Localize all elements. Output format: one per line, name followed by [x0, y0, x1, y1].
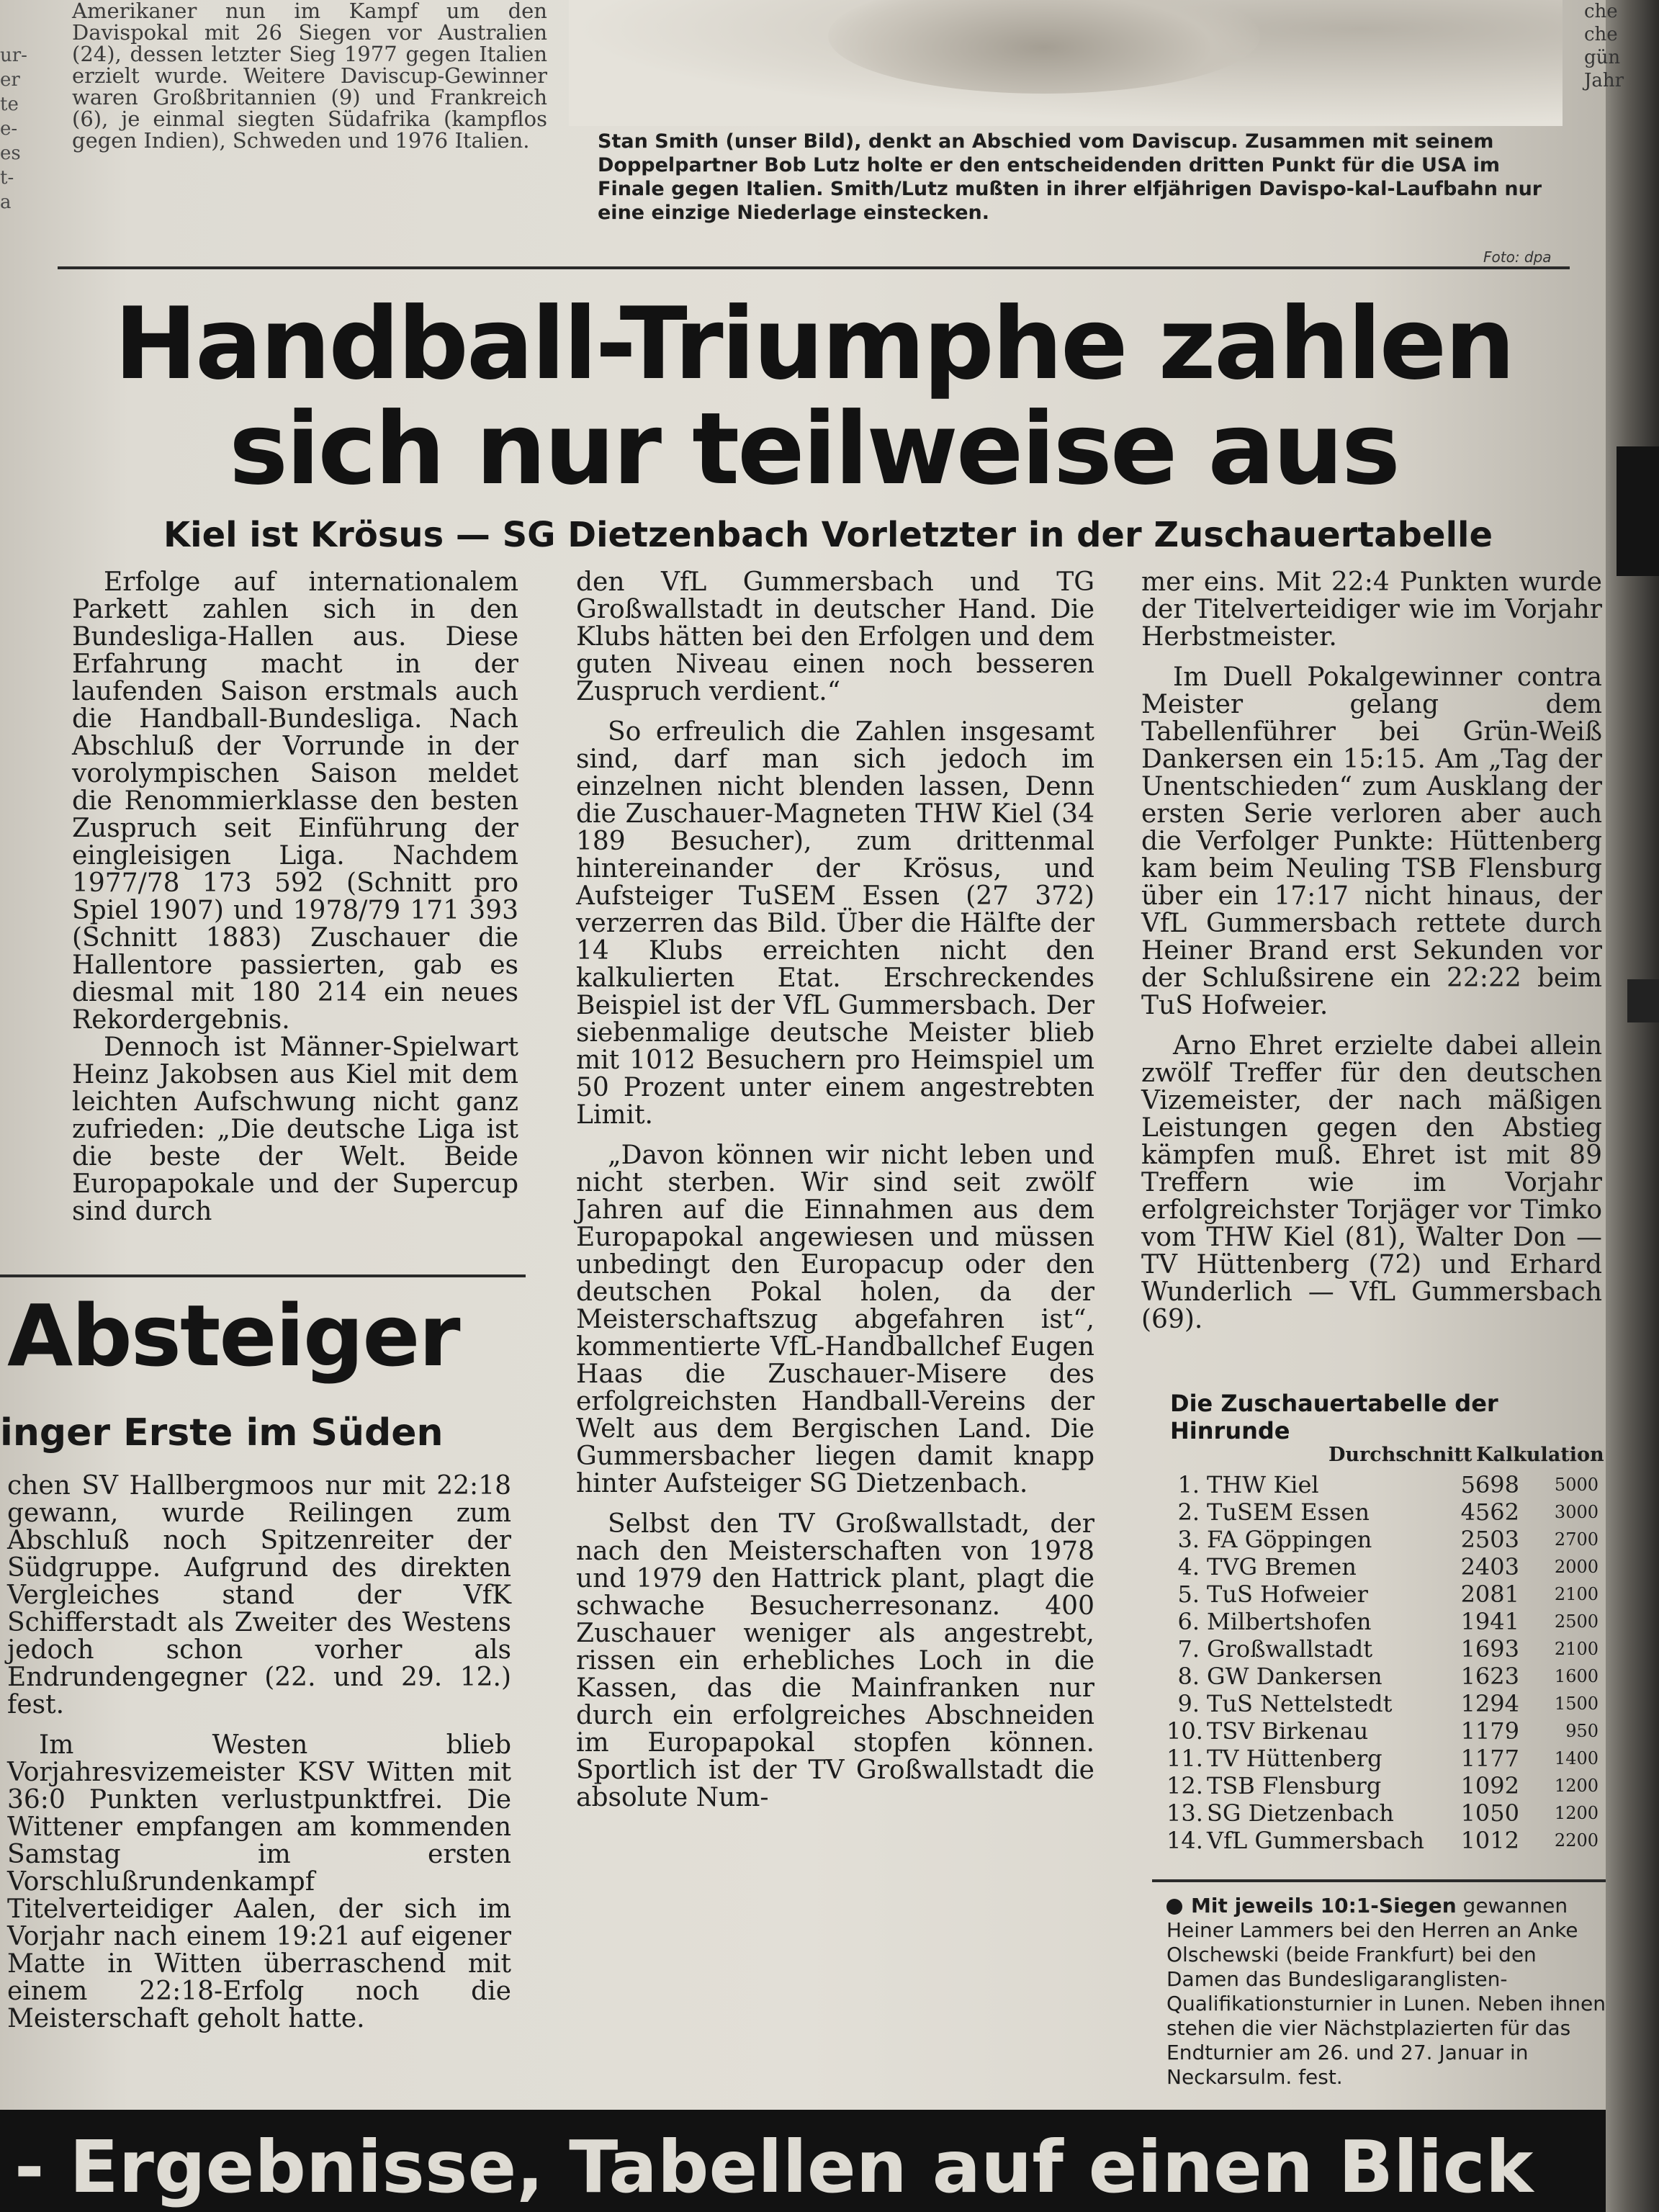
- table-cell-avg: 1092: [1460, 1772, 1519, 1799]
- absteiger-headline: Absteiger: [7, 1286, 459, 1385]
- table-row: [1166, 1635, 1606, 1663]
- photo-subject-shape: [828, 0, 1260, 94]
- table-cell-calc: 1600: [1554, 1666, 1599, 1686]
- table-cell-rank: 3.: [1177, 1526, 1200, 1553]
- table-cell-club: Milbertshofen: [1207, 1608, 1372, 1635]
- table-cell-rank: 9.: [1177, 1690, 1200, 1717]
- davis-cup-text-fragment: Amerikaner nun im Kampf um den Davispokal mit 26 Siegen vor Australien (24), dessen letzter Sieg 1977 gegen Italien erzielt wurde. Weitere Daviscup-Gewinner waren Großbritannien (9) und Frankreich (6), je einmal siegten Südafrika (kampflos gegen Indien), Schweden und 1976 Italien.: [72, 0, 547, 153]
- table-cell-avg: 5698: [1460, 1471, 1519, 1498]
- table-cell-club: THW Kiel: [1207, 1471, 1319, 1498]
- table-row: [1166, 1553, 1606, 1581]
- table-cell-rank: 11.: [1166, 1745, 1203, 1772]
- table-cell-rank: 13.: [1166, 1799, 1203, 1827]
- table-row: [1166, 1608, 1606, 1635]
- adjacent-page-block: [1617, 446, 1659, 576]
- article-paragraph: „Davon können wir nicht leben und nicht sterben. Wir sind seit zwölf Jahren auf die Einnahmen aus dem Europapokal angewiesen und müssen unbedingt den Europacup oder den deutschen Pokal holen, da der Meisterschaftszug abgefahren ist“, kommentierte VfL-Handballchef Eugen Haas die Zuschauer-Misere des erfolgreichsten Handball-Vereins der Welt aus dem Bergischen Land. Die Gummersbacher liegen damit knapp hinter Aufsteiger SG Dietzenbach.: [576, 1141, 1094, 1498]
- table-cell-rank: 10.: [1166, 1717, 1203, 1745]
- table-cell-avg: 2403: [1460, 1553, 1519, 1581]
- table-cell-avg: 1294: [1460, 1690, 1519, 1717]
- table-cell-rank: 14.: [1166, 1827, 1203, 1854]
- bullet-icon: [1166, 1899, 1182, 1915]
- table-cell-rank: 7.: [1177, 1635, 1200, 1663]
- table-cell-calc: 950: [1565, 1721, 1599, 1741]
- table-cell-club: GW Dankersen: [1207, 1663, 1382, 1690]
- table-cell-avg: 1177: [1460, 1745, 1519, 1772]
- table-row: [1166, 1498, 1606, 1526]
- table-row: [1166, 1772, 1606, 1799]
- article-paragraph: Dennoch ist Männer-Spielwart Heinz Jakobsen aus Kiel mit dem leichten Aufschwung nicht ganz zufrieden: „Die deutsche Liga ist die beste der Welt. Beide Europapokale und der Supercup sind durch: [72, 1033, 518, 1226]
- article-paragraph: Selbst den TV Großwallstadt, der nach den Meisterschaften von 1978 und 1979 den Hattrick plant, plagt die schwache Besucherresonanz. 400 Zuschauer weniger als angestrebt, rissen ein erhebliches Loch in die Kassen, das die Mainfranken nur durch ein erfolgreiches Abschneiden im Europapokal stopfen können. Sportlich ist der TV Großwallstadt die absolute Num-: [576, 1509, 1094, 1812]
- table-cell-calc: 2700: [1554, 1529, 1599, 1550]
- table-cell-club: TuS Nettelstedt: [1207, 1690, 1393, 1717]
- table-cell-club: TuS Hofweier: [1207, 1581, 1368, 1608]
- table-cell-avg: 1179: [1460, 1717, 1519, 1745]
- table-cell-avg: 4562: [1460, 1498, 1519, 1526]
- table-cell-club: FA Göppingen: [1207, 1526, 1372, 1553]
- table-cell-calc: 2000: [1554, 1557, 1599, 1577]
- absteiger-subheadline: inger Erste im Süden: [0, 1411, 444, 1455]
- table-cell-calc: 1200: [1554, 1776, 1599, 1796]
- table-cell-calc: 1500: [1554, 1694, 1599, 1714]
- table-cell-calc: 2200: [1554, 1830, 1599, 1851]
- brief-lead: Mit jeweils 10:1-Siegen: [1191, 1894, 1457, 1917]
- divider-rule: [0, 1274, 526, 1277]
- subheadline: Kiel ist Krösus — SG Dietzenbach Vorletzter in der Zuschauertabelle: [163, 515, 1493, 555]
- table-cell-rank: 4.: [1177, 1553, 1200, 1581]
- article-paragraph: Erfolge auf internationalem Parkett zahlen sich in den Bundesliga-Hallen aus. Diese Erfahrung macht in der laufenden Saison erstmals auch die Handball-Bundesliga. Nach Abschluß der Vorrunde in der vorolympischen Saison meldet die Renommierklasse den besten Zuspruch seit Einführung der eingleisigen Liga. Nachdem 1977/78 173 592 (Schnitt pro Spiel 1907) und 1978/79 171 393 (Schnitt 1883) Zuschauer die Hallentore passierten, gab es diesmal mit 180 214 ein neues Rekordergebnis.: [72, 567, 518, 1035]
- article-paragraph: Arno Ehret erzielte dabei allein zwölf Treffer für den deutschen Vizemeister, der nach mäßigen Leistungen gegen den Abstieg kämpfen muß. Ehret ist mit 89 Treffern wie im Vorjahr erfolgreichster Torjäger vor Timko vom THW Kiel (81), Walter Don — TV Hüttenberg (72) und Erhard Wunderlich — VfL Gummersbach (69).: [1141, 1031, 1602, 1334]
- bottom-banner-text: - Ergebnisse, Tabellen auf einen Blick: [14, 2125, 1534, 2209]
- table-cell-avg: 2503: [1460, 1526, 1519, 1553]
- table-cell-calc: 1200: [1554, 1803, 1599, 1823]
- table-cell-club: TVG Bremen: [1207, 1553, 1357, 1581]
- table-cell-calc: 2100: [1554, 1584, 1599, 1604]
- stan-smith-photo: [569, 0, 1563, 126]
- table-cell-rank: 12.: [1166, 1772, 1203, 1799]
- article-column-1: [72, 569, 518, 1226]
- table-row: [1166, 1827, 1606, 1854]
- article-paragraph: mer eins. Mit 22:4 Punkten wurde der Titelverteidiger wie im Vorjahr Herbstmeister.: [1141, 567, 1602, 652]
- news-brief: [1166, 1894, 1606, 2090]
- table-cell-avg: 1012: [1460, 1827, 1519, 1854]
- divider-rule: [1152, 1879, 1606, 1882]
- table-cell-club: TSB Flensburg: [1207, 1772, 1382, 1799]
- table-cell-club: TuSEM Essen: [1207, 1498, 1370, 1526]
- table-cell-avg: 1623: [1460, 1663, 1519, 1690]
- column-header-calculation: Kalkulation: [1476, 1444, 1604, 1466]
- absteiger-article: [7, 1473, 511, 2033]
- brief-text: gewannen Heiner Lammers bei den Herren an Anke Olschewski (beide Frankfurt) bei den Damen das Bundesligaranglisten-Qualifikationsturnier in Lunen. Neben ihnen stehen die vier Nächstplazierten für das Endturnier am 26. und 27. Januar in Neckarsulm.: [1166, 1894, 1606, 2089]
- table-cell-calc: 3000: [1554, 1502, 1599, 1522]
- table-cell-club: Großwallstadt: [1207, 1635, 1373, 1663]
- table-cell-rank: 1.: [1177, 1471, 1200, 1498]
- right-edge-fragment: che che gün Jahr: [1584, 1, 1624, 91]
- table-row: [1166, 1799, 1606, 1827]
- headline: Handball-Triumphe zahlen sich nur teilweise aus: [114, 286, 1514, 507]
- table-row: [1166, 1690, 1606, 1717]
- table-row: [1166, 1581, 1606, 1608]
- spectator-table-title: Die Zuschauertabelle der Hinrunde: [1170, 1390, 1498, 1444]
- column-header-average: Durchschnitt: [1328, 1444, 1473, 1466]
- brief-credit: fest.: [1298, 2065, 1343, 2089]
- article-paragraph: So erfreulich die Zahlen insgesamt sind, darf man sich jedoch im einzelnen nicht blenden lassen, Denn die Zuschauer-Magneten THW Kiel (34 189 Besucher), zum drittenmal hintereinander der Krösus, und Aufsteiger TuSEM Essen (27 372) verzerren das Bild. Über die Hälfte der 14 Klubs erreichten nicht den kalkulierten Etat. Erschreckendes Beispiel ist der VfL Gummersbach. Der siebenmalige deutsche Meister blieb mit 1012 Besuchern pro Heimspiel um 50 Prozent unter einem angestrebten Limit.: [576, 717, 1094, 1130]
- table-cell-club: TSV Birkenau: [1207, 1717, 1369, 1745]
- article-paragraph: Im Westen blieb Vorjahresvizemeister KSV Witten mit 36:0 Punkten verlustpunktfrei. Die Wittener empfangen am kommenden Samstag im ersten Vorschlußrundenkampf Titelverteidiger Aalen, der sich im Vorjahr nach einem 19:21 auf eigener Matte in Witten überraschend mit einem 22:18-Erfolg noch die Meisterschaft geholt hatte.: [7, 1730, 511, 2033]
- table-cell-calc: 1400: [1554, 1748, 1599, 1768]
- table-cell-rank: 2.: [1177, 1498, 1200, 1526]
- table-row: [1166, 1471, 1606, 1498]
- table-cell-club: VfL Gummersbach: [1207, 1827, 1424, 1854]
- table-cell-avg: 1941: [1460, 1608, 1519, 1635]
- table-header: [1166, 1444, 1606, 1471]
- photo-credit: Foto: dpa: [1483, 248, 1552, 266]
- table-row: [1166, 1717, 1606, 1745]
- spectator-table: [1166, 1444, 1606, 1854]
- table-cell-rank: 6.: [1177, 1608, 1200, 1635]
- article-column-2: [576, 569, 1094, 1812]
- article-paragraph: den VfL Gummersbach und TG Großwallstadt in deutscher Hand. Die Klubs hätten bei den Erfolgen und dem guten Niveau einen noch besseren Zuspruch verdient.“: [576, 567, 1094, 706]
- adjacent-page-edge: [1606, 0, 1659, 2212]
- table-cell-club: SG Dietzenbach: [1207, 1799, 1394, 1827]
- article-column-3: [1141, 569, 1602, 1334]
- table-cell-avg: 1050: [1460, 1799, 1519, 1827]
- divider-rule: [58, 266, 1570, 269]
- table-cell-rank: 5.: [1177, 1581, 1200, 1608]
- adjacent-page-block: [1627, 979, 1659, 1022]
- table-row: [1166, 1526, 1606, 1553]
- left-edge-fragment: ur- er te e- es t- a: [0, 45, 27, 213]
- table-cell-calc: 5000: [1554, 1475, 1599, 1495]
- article-paragraph: Im Duell Pokalgewinner contra Meister gelang dem Tabellenführer bei Grün-Weiß Dankersen ein 15:15. Am „Tag der Unentschieden“ zum Ausklang der ersten Serie verloren aber auch die Verfolger Punkte: Hüttenberg kam beim Neuling TSB Flensburg über ein 17:17 nicht hinaus, der VfL Gummersbach rettete durch Heiner Brand erst Sekunden vor der Schlußsirene ein 22:22 beim TuS Hofweier.: [1141, 662, 1602, 1020]
- table-cell-club: TV Hüttenberg: [1207, 1745, 1382, 1772]
- table-cell-calc: 2500: [1554, 1611, 1599, 1632]
- table-cell-rank: 8.: [1177, 1663, 1200, 1690]
- table-cell-calc: 2100: [1554, 1639, 1599, 1659]
- photo-caption: Stan Smith (unser Bild), denkt an Abschied vom Daviscup. Zusammen mit seinem Doppelpartner Bob Lutz holte er den entscheidenden dritten Punkt für die USA im Finale gegen Italien. Smith/Lutz mußten in ihrer elfjährigen Davispo-kal-Laufbahn nur eine einzige Niederlage einstecken.: [598, 130, 1542, 224]
- table-cell-avg: 1693: [1460, 1635, 1519, 1663]
- table-cell-avg: 2081: [1460, 1581, 1519, 1608]
- table-row: [1166, 1745, 1606, 1772]
- article-paragraph: chen SV Hallbergmoos nur mit 22:18 gewann, wurde Reilingen zum Abschluß noch Spitzenreiter der Südgruppe. Aufgrund des direkten Vergleiches stand der VfK Schifferstadt als Zweiter des Westens jedoch schon vorher als Endrundengegner (22. und 29. 12.) fest.: [7, 1471, 511, 1719]
- table-row: [1166, 1663, 1606, 1690]
